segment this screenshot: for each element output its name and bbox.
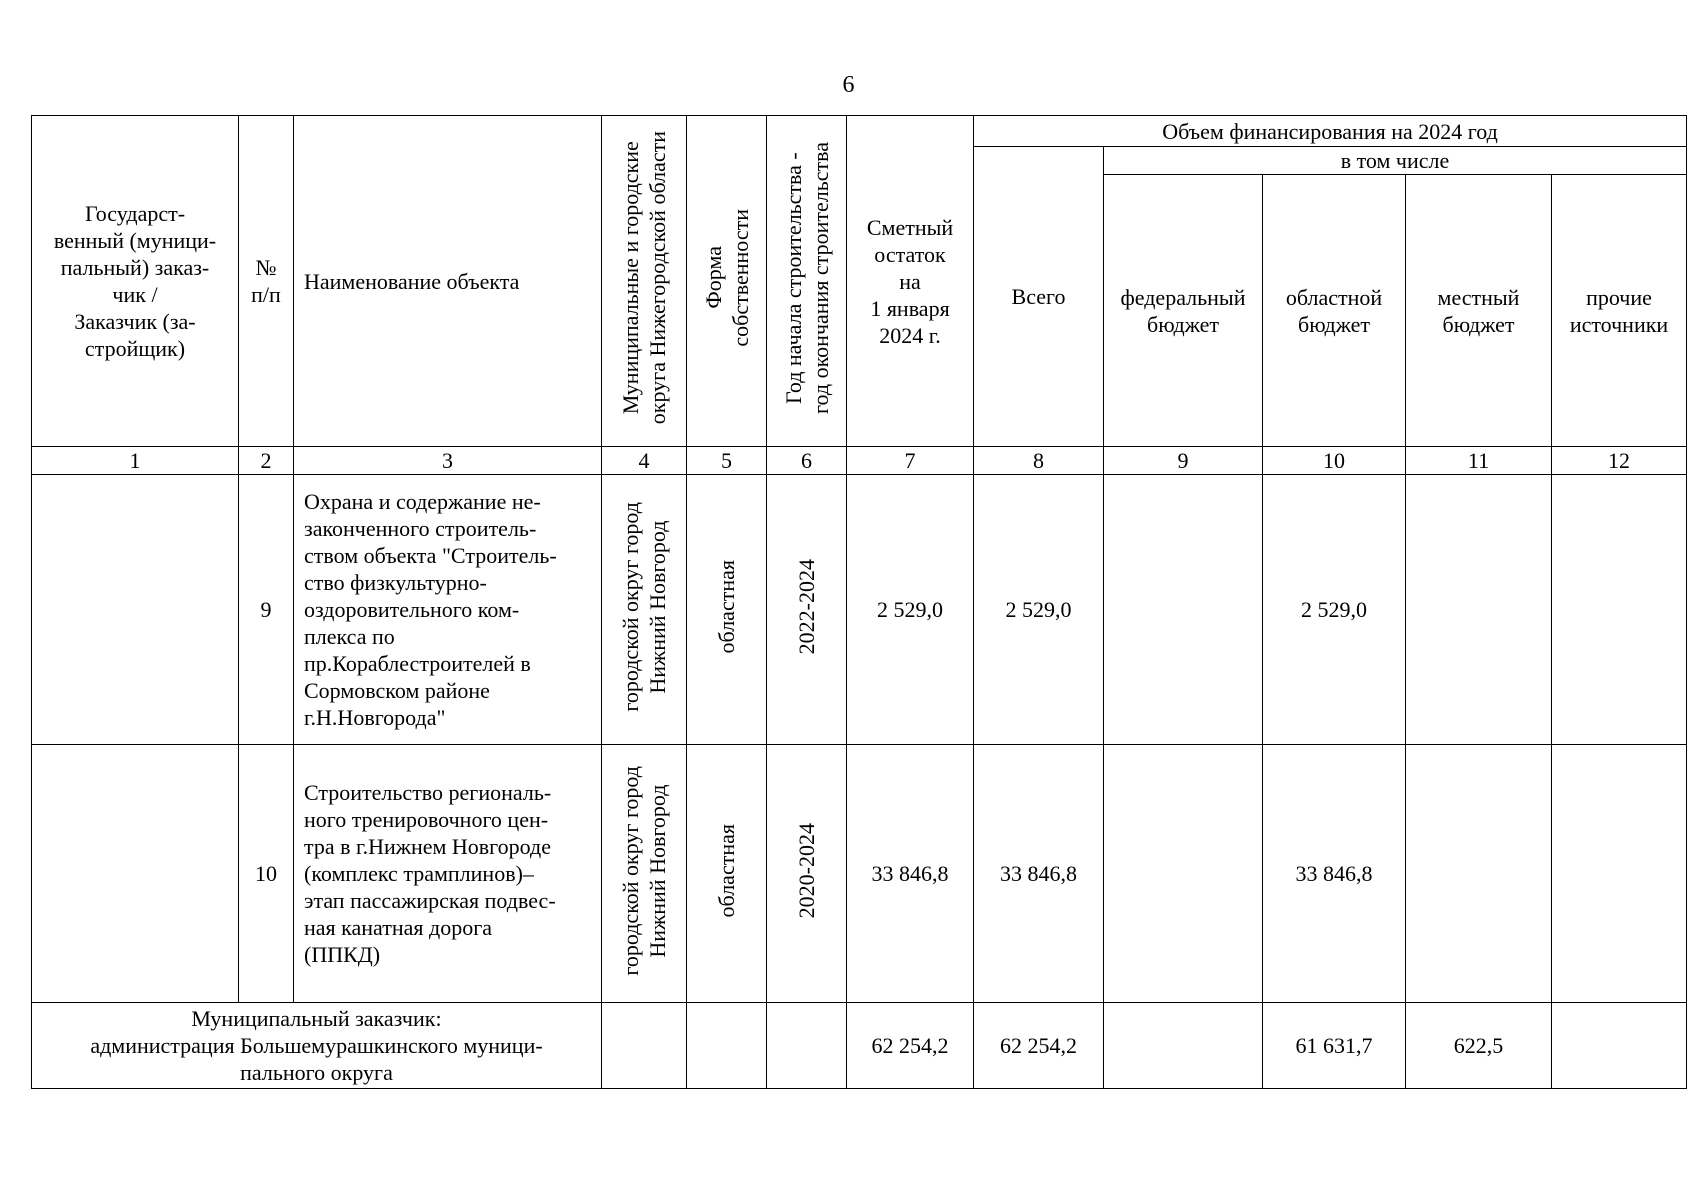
- row-federal: [1104, 745, 1263, 1003]
- row-ownership-cell: [687, 475, 767, 745]
- header-municipality-cell: [602, 116, 687, 447]
- header-municipality: Муниципальные и городские округа Нижегородской области: [618, 131, 670, 425]
- row-object-name: Охрана и содержание не- законченного строитель- ством объекта "Строитель- ство физкультурно- оздоровительного ком- плекса по пр.Кораблестроителей в Сормовском районе г.Н.Новгорода": [294, 475, 602, 745]
- row-years: 2022-2024: [794, 558, 819, 655]
- summary-other: [1552, 1003, 1687, 1089]
- row-customer: [32, 745, 239, 1003]
- header-total: Всего: [974, 147, 1104, 447]
- header-other: прочие источники: [1552, 175, 1687, 447]
- row-local: [1406, 475, 1552, 745]
- header-federal: федеральный бюджет: [1104, 175, 1263, 447]
- row-years-cell: [767, 475, 847, 745]
- column-number: 8: [974, 447, 1104, 475]
- column-number: 11: [1406, 447, 1552, 475]
- column-number: 9: [1104, 447, 1263, 475]
- summary-local: 622,5: [1406, 1003, 1552, 1089]
- column-numbers-row: [32, 447, 1687, 475]
- column-number: 7: [847, 447, 974, 475]
- row-regional: 33 846,8: [1263, 745, 1406, 1003]
- header-ownership-cell: [687, 116, 767, 447]
- header-object-name: Наименование объекта: [294, 116, 602, 447]
- row-remainder: 33 846,8: [847, 745, 974, 1003]
- row-municipality-cell: [602, 745, 687, 1003]
- row-municipality: городской округ город Нижний Новгород: [618, 765, 670, 976]
- column-number: 6: [767, 447, 847, 475]
- row-local: [1406, 745, 1552, 1003]
- summary-row: [32, 1003, 1687, 1089]
- row-municipality: городской округ город Нижний Новгород: [618, 501, 670, 712]
- row-total: 2 529,0: [974, 475, 1104, 745]
- row-years: 2020-2024: [794, 822, 819, 919]
- table-row: [32, 745, 1687, 1003]
- row-other: [1552, 475, 1687, 745]
- summary-municipality: [602, 1003, 687, 1089]
- column-number: 5: [687, 447, 767, 475]
- header-funding-group: Объем финансирования на 2024 год: [974, 116, 1687, 147]
- header-years-cell: [767, 116, 847, 447]
- column-number: 3: [294, 447, 602, 475]
- summary-remainder: 62 254,2: [847, 1003, 974, 1089]
- column-number: 2: [239, 447, 294, 475]
- column-number: 1: [32, 447, 239, 475]
- row-years-cell: [767, 745, 847, 1003]
- row-customer: [32, 475, 239, 745]
- column-number: 4: [602, 447, 687, 475]
- header-customer: Государст- венный (муници- пальный) заказ- чик / Заказчик (за- стройщик): [32, 116, 239, 447]
- summary-federal: [1104, 1003, 1263, 1089]
- header-ownership: Форма собственности: [700, 209, 753, 347]
- summary-label: Муниципальный заказчик: администрация Большемурашкинского муници- пального округа: [32, 1003, 602, 1089]
- row-regional: 2 529,0: [1263, 475, 1406, 745]
- row-object-name: Строительство региональ- ного тренировочного цен- тра в г.Нижнем Новгороде (комплекс трамплинов)– этап пассажирская подвес- ная канатная дорога (ППКД): [294, 745, 602, 1003]
- summary-total: 62 254,2: [974, 1003, 1104, 1089]
- row-num: 10: [239, 745, 294, 1003]
- header-remainder: Сметный остаток на 1 января 2024 г.: [847, 116, 974, 447]
- page-number: 6: [842, 72, 855, 98]
- summary-regional: 61 631,7: [1263, 1003, 1406, 1089]
- header-num: № п/п: [239, 116, 294, 447]
- summary-ownership: [687, 1003, 767, 1089]
- row-num: 9: [239, 475, 294, 745]
- header-including: в том числе: [1104, 147, 1687, 175]
- summary-years: [767, 1003, 847, 1089]
- row-other: [1552, 745, 1687, 1003]
- column-number: 12: [1552, 447, 1687, 475]
- row-federal: [1104, 475, 1263, 745]
- header-local: местный бюджет: [1406, 175, 1552, 447]
- row-total: 33 846,8: [974, 745, 1104, 1003]
- row-ownership: областная: [714, 559, 739, 654]
- row-ownership: областная: [714, 823, 739, 918]
- header-years: Год начала строительства - год окончания строительства: [780, 142, 833, 414]
- financing-table: [31, 115, 1687, 1089]
- row-ownership-cell: [687, 745, 767, 1003]
- column-number: 10: [1263, 447, 1406, 475]
- row-municipality-cell: [602, 475, 687, 745]
- row-remainder: 2 529,0: [847, 475, 974, 745]
- table-row: [32, 475, 1687, 745]
- header-regional: областной бюджет: [1263, 175, 1406, 447]
